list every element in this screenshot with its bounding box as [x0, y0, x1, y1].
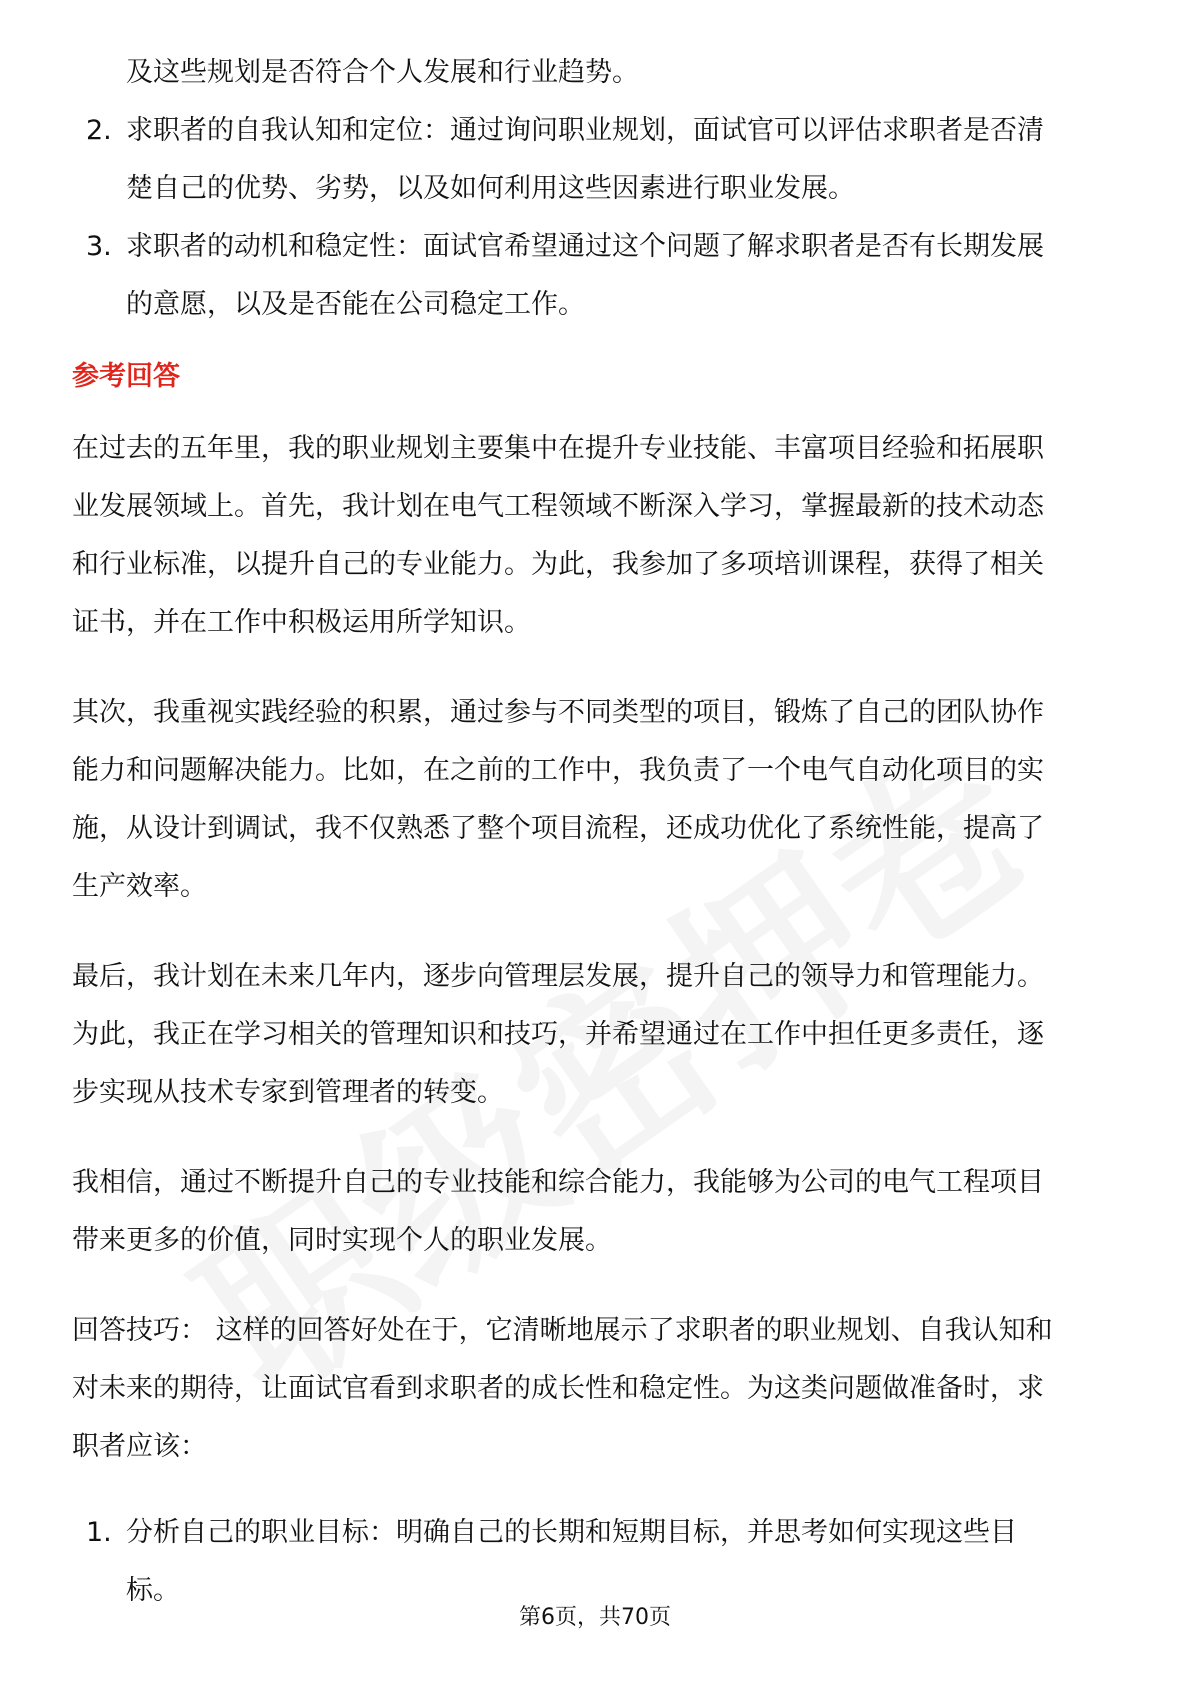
paragraph — [72, 1302, 1122, 1476]
list-item-text: 楚自己的优势、劣势，以及如何利用这些因素进行职业发展。 — [126, 173, 855, 204]
paragraph-line: 在过去的五年里，我的职业规划主要集中在提升专业技能、丰富项目经验和拓展职 — [72, 433, 1044, 464]
paragraph-line: 最后，我计划在未来几年内，逐步向管理层发展，提升自己的领导力和管理能力。 — [72, 961, 1044, 992]
paragraph — [72, 948, 1122, 1122]
list-item — [72, 102, 1122, 218]
list-item-text: 标。 — [126, 1575, 180, 1606]
list-item-continuation: 及这些规划是否符合个人发展和行业趋势。 — [126, 57, 639, 88]
paragraph-line: 职者应该： — [72, 1431, 207, 1462]
paragraph-line: 为此，我正在学习相关的管理知识和技巧，并希望通过在工作中担任更多责任，逐 — [72, 1019, 1044, 1050]
list-item-number: 3. — [86, 231, 112, 262]
paragraph-line: 回答技巧： 这样的回答好处在于，它清晰地展示了求职者的职业规划、自我认知和 — [72, 1315, 1053, 1346]
list-item-text: 分析自己的职业目标：明确自己的长期和短期目标，并思考如何实现这些目 — [126, 1517, 1017, 1548]
paragraph-line: 其次，我重视实践经验的积累，通过参与不同类型的项目，锻炼了自己的团队协作 — [72, 697, 1044, 728]
paragraph-line: 生产效率。 — [72, 871, 207, 902]
paragraph-line: 对未来的期待，让面试官看到求职者的成长性和稳定性。为这类问题做准备时，求 — [72, 1373, 1044, 1404]
paragraph-line: 证书，并在工作中积极运用所学知识。 — [72, 607, 531, 638]
page-content — [72, 44, 1122, 1620]
list-item-text: 的意愿，以及是否能在公司稳定工作。 — [126, 289, 585, 320]
list-item-text: 求职者的自我认知和定位：通过询问职业规划，面试官可以评估求职者是否清 — [126, 115, 1044, 146]
list-item — [72, 218, 1122, 334]
paragraph-line: 步实现从技术专家到管理者的转变。 — [72, 1077, 504, 1108]
paragraph — [72, 420, 1122, 652]
paragraph — [72, 684, 1122, 916]
paragraph-line: 施，从设计到调试，我不仅熟悉了整个项目流程，还成功优化了系统性能，提高了 — [72, 813, 1044, 844]
section-heading: 参考回答 — [72, 361, 180, 392]
list-item-text: 求职者的动机和稳定性：面试官希望通过这个问题了解求职者是否有长期发展 — [126, 231, 1044, 262]
paragraph-line: 业发展领域上。首先，我计划在电气工程领域不断深入学习，掌握最新的技术动态 — [72, 491, 1044, 522]
paragraph-line: 带来更多的价值，同时实现个人的职业发展。 — [72, 1225, 612, 1256]
list-item-number: 1. — [86, 1517, 112, 1548]
paragraph-line: 能力和问题解决能力。比如，在之前的工作中，我负责了一个电气自动化项目的实 — [72, 755, 1044, 786]
paragraph-line: 我相信，通过不断提升自己的专业技能和综合能力，我能够为公司的电气工程项目 — [72, 1167, 1044, 1198]
list-item-number: 2. — [86, 115, 112, 146]
paragraph — [72, 1154, 1122, 1270]
page-number: 第6页，共70页 — [519, 1605, 671, 1630]
paragraph-line: 和行业标准，以提升自己的专业能力。为此，我参加了多项培训课程，获得了相关 — [72, 549, 1044, 580]
